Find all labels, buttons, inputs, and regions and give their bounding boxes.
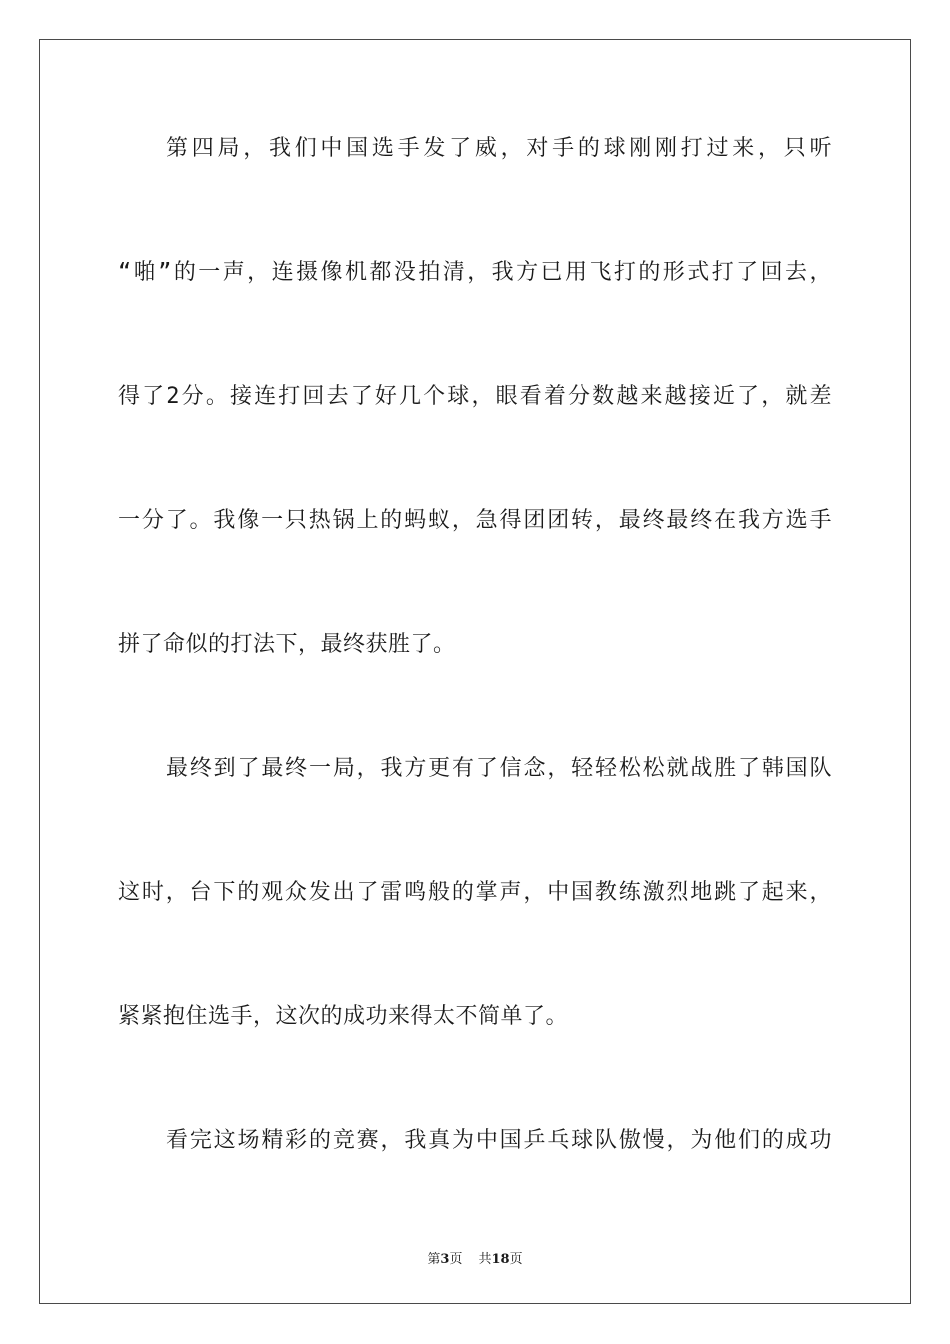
text-line-4: 一分了。我像一只热锅上的蚂蚁，急得团团转，最终最终在我方选手	[118, 508, 832, 533]
line-gap	[118, 924, 832, 986]
line-gap	[118, 304, 832, 366]
page-footer	[0, 1248, 950, 1267]
total-label-suffix: 页	[509, 1252, 523, 1267]
line-gap	[118, 1048, 832, 1110]
line-gap	[118, 428, 832, 490]
text-line-2: “啪”的一声，连摄像机都没拍清，我方已用飞打的形式打了回去，	[118, 260, 832, 285]
document-body	[118, 118, 832, 1172]
line-gap	[118, 552, 832, 614]
line-gap	[118, 180, 832, 242]
text-line-9: 看完这场精彩的竞赛，我真为中国乒乓球队傲慢，为他们的成功	[166, 1128, 832, 1153]
page-label-prefix: 第	[427, 1252, 441, 1267]
line-gap	[118, 800, 832, 862]
current-page-number: 3	[440, 1252, 450, 1267]
text-line-7: 这时，台下的观众发出了雷鸣般的掌声，中国教练激烈地跳了起来，	[118, 880, 832, 905]
text-line-8: 紧紧抱住选手，这次的成功来得太不简单了。	[118, 1004, 569, 1029]
total-pages-number: 18	[491, 1252, 510, 1267]
text-line-3: 得了2分。接连打回去了好几个球，眼看着分数越来越接近了，就差	[118, 384, 832, 409]
page-label-suffix: 页	[449, 1252, 463, 1267]
total-label-prefix: 共	[478, 1252, 492, 1267]
line-gap	[118, 676, 832, 738]
text-line-5: 拼了命似的打法下，最终获胜了。	[118, 632, 456, 657]
text-line-1: 第四局，我们中国选手发了威，对手的球刚刚打过来，只听	[166, 136, 832, 161]
text-line-6: 最终到了最终一局，我方更有了信念，轻轻松松就战胜了韩国队	[166, 756, 832, 781]
